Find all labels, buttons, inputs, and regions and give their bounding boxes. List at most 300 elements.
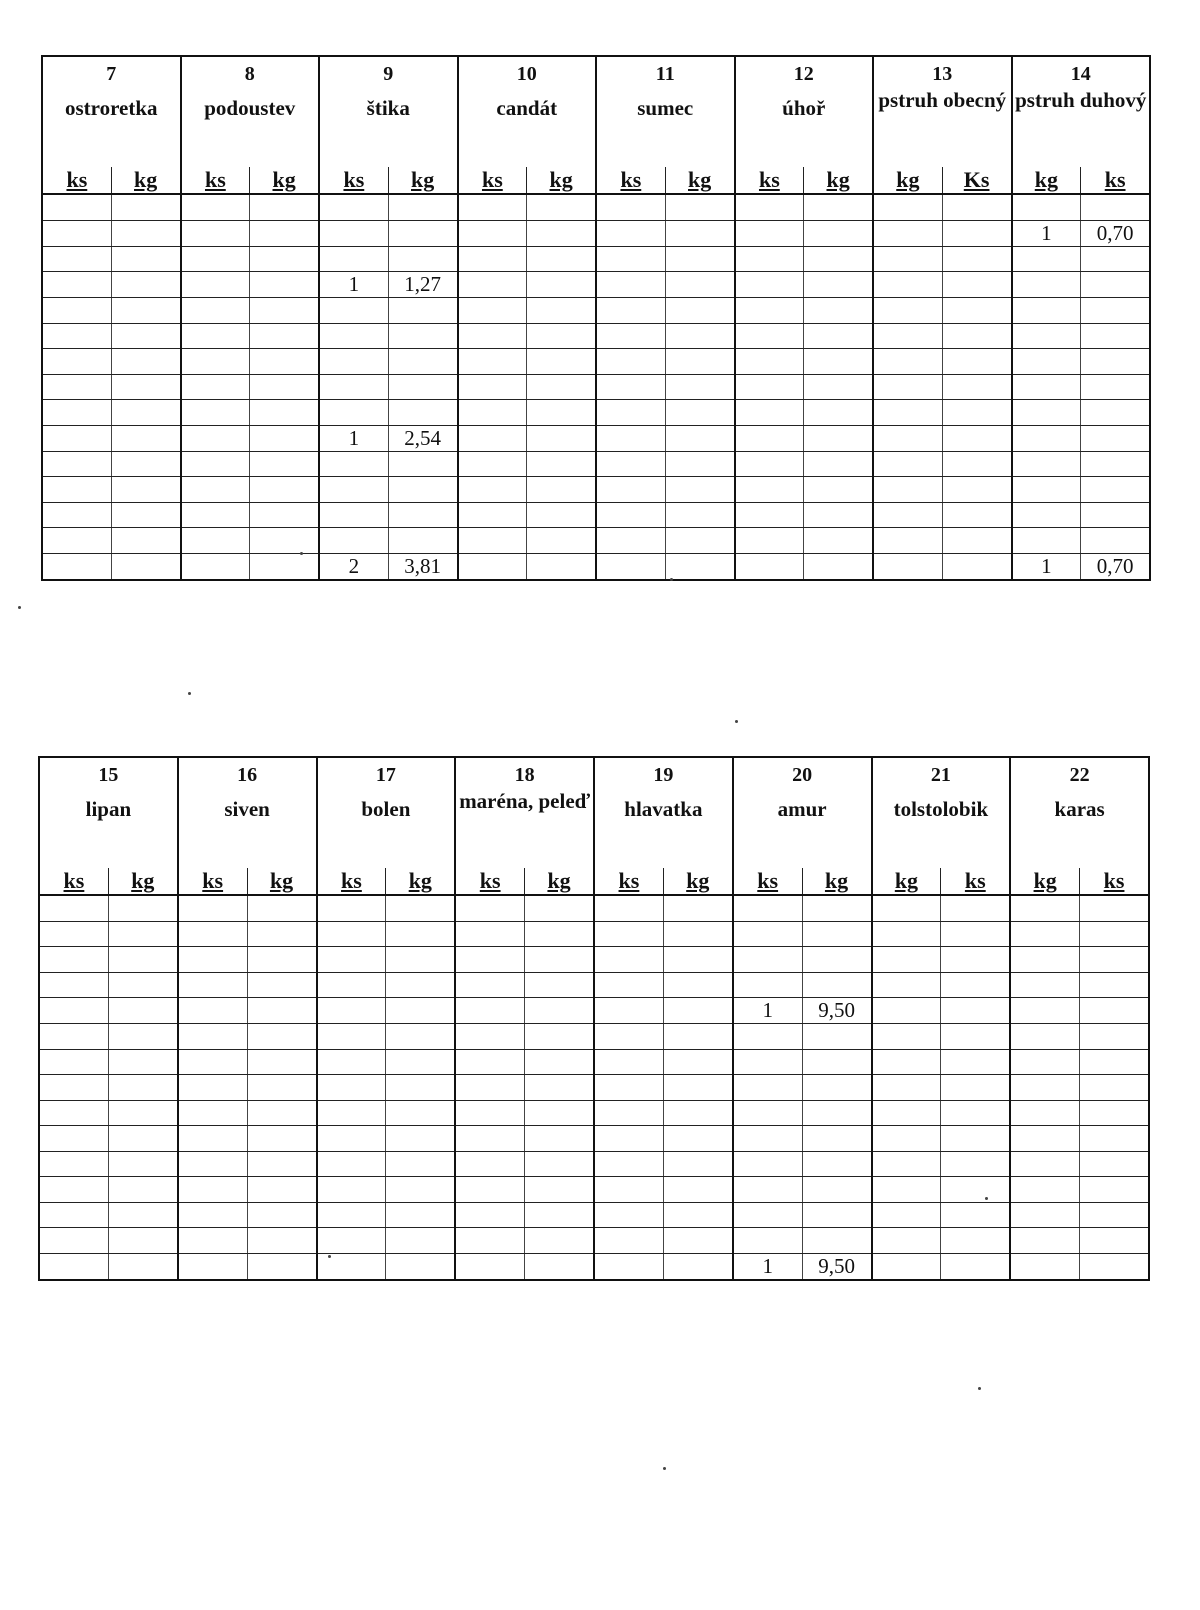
data-cell[interactable] <box>111 194 180 220</box>
data-cell[interactable] <box>1012 400 1081 426</box>
data-cell[interactable] <box>1010 1228 1079 1254</box>
data-cell[interactable]: 1 <box>319 425 388 451</box>
data-cell[interactable] <box>525 921 594 947</box>
data-cell[interactable] <box>455 1253 524 1280</box>
data-cell[interactable] <box>941 972 1010 998</box>
data-cell[interactable] <box>317 1151 386 1177</box>
data-cell[interactable] <box>247 998 316 1024</box>
data-cell[interactable] <box>42 451 111 477</box>
data-cell[interactable] <box>735 477 804 503</box>
data-cell[interactable] <box>596 246 665 272</box>
data-cell[interactable] <box>804 553 873 580</box>
data-cell[interactable] <box>941 895 1010 921</box>
data-cell[interactable] <box>108 1126 177 1152</box>
data-cell[interactable] <box>458 323 527 349</box>
data-cell[interactable] <box>872 895 941 921</box>
data-cell[interactable] <box>802 1228 871 1254</box>
data-cell[interactable] <box>1080 1049 1149 1075</box>
data-cell[interactable] <box>1010 1100 1079 1126</box>
data-cell[interactable] <box>247 947 316 973</box>
data-cell[interactable] <box>1010 921 1079 947</box>
data-cell[interactable] <box>247 1024 316 1050</box>
data-cell[interactable] <box>317 1075 386 1101</box>
data-cell[interactable] <box>942 451 1011 477</box>
data-cell[interactable] <box>386 972 455 998</box>
data-cell[interactable] <box>942 349 1011 375</box>
data-cell[interactable] <box>108 1253 177 1280</box>
data-cell[interactable] <box>178 1024 247 1050</box>
data-cell[interactable] <box>1010 1075 1079 1101</box>
data-cell[interactable] <box>525 1100 594 1126</box>
data-cell[interactable] <box>386 1202 455 1228</box>
data-cell[interactable] <box>1081 502 1150 528</box>
data-cell[interactable] <box>941 1049 1010 1075</box>
data-cell[interactable] <box>39 921 108 947</box>
data-cell[interactable] <box>250 451 319 477</box>
data-cell[interactable] <box>873 349 942 375</box>
data-cell[interactable] <box>525 998 594 1024</box>
data-cell[interactable] <box>872 1126 941 1152</box>
data-cell[interactable] <box>735 298 804 324</box>
data-cell[interactable] <box>872 1075 941 1101</box>
data-cell[interactable] <box>39 947 108 973</box>
data-cell[interactable] <box>108 1024 177 1050</box>
data-cell[interactable] <box>1081 374 1150 400</box>
data-cell[interactable] <box>42 349 111 375</box>
data-cell[interactable] <box>802 972 871 998</box>
data-cell[interactable] <box>388 400 457 426</box>
data-cell[interactable] <box>1012 374 1081 400</box>
data-cell[interactable] <box>319 298 388 324</box>
data-cell[interactable] <box>455 1049 524 1075</box>
data-cell[interactable] <box>319 220 388 246</box>
data-cell[interactable] <box>250 246 319 272</box>
data-cell[interactable] <box>873 477 942 503</box>
data-cell[interactable] <box>1010 1202 1079 1228</box>
data-cell[interactable] <box>386 1024 455 1050</box>
data-cell[interactable] <box>665 451 734 477</box>
data-cell[interactable] <box>735 246 804 272</box>
data-cell[interactable] <box>319 477 388 503</box>
data-cell[interactable] <box>873 220 942 246</box>
data-cell[interactable] <box>941 1228 1010 1254</box>
data-cell[interactable] <box>594 1228 663 1254</box>
data-cell[interactable] <box>594 1024 663 1050</box>
data-cell[interactable] <box>178 972 247 998</box>
data-cell[interactable] <box>663 972 732 998</box>
data-cell[interactable] <box>1081 272 1150 298</box>
data-cell[interactable] <box>458 349 527 375</box>
data-cell[interactable] <box>802 1151 871 1177</box>
data-cell[interactable] <box>181 194 250 220</box>
data-cell[interactable] <box>247 1202 316 1228</box>
data-cell[interactable] <box>663 998 732 1024</box>
data-cell[interactable] <box>247 1253 316 1280</box>
data-cell[interactable] <box>941 1024 1010 1050</box>
data-cell[interactable] <box>665 298 734 324</box>
data-cell[interactable] <box>527 451 596 477</box>
data-cell[interactable] <box>455 921 524 947</box>
data-cell[interactable] <box>181 349 250 375</box>
data-cell[interactable] <box>458 374 527 400</box>
data-cell[interactable] <box>1010 1151 1079 1177</box>
data-cell[interactable] <box>527 323 596 349</box>
data-cell[interactable] <box>941 1126 1010 1152</box>
data-cell[interactable] <box>247 1075 316 1101</box>
data-cell[interactable] <box>458 451 527 477</box>
data-cell[interactable] <box>1080 1202 1149 1228</box>
data-cell[interactable] <box>178 1151 247 1177</box>
data-cell[interactable] <box>872 1049 941 1075</box>
data-cell[interactable] <box>319 451 388 477</box>
data-cell[interactable] <box>1012 272 1081 298</box>
data-cell[interactable] <box>388 298 457 324</box>
data-cell[interactable] <box>455 1075 524 1101</box>
data-cell[interactable] <box>527 246 596 272</box>
data-cell[interactable] <box>941 1253 1010 1280</box>
data-cell[interactable] <box>111 298 180 324</box>
data-cell[interactable] <box>1080 1100 1149 1126</box>
data-cell[interactable] <box>872 1024 941 1050</box>
data-cell[interactable] <box>663 1126 732 1152</box>
data-cell[interactable] <box>665 502 734 528</box>
data-cell[interactable] <box>1081 451 1150 477</box>
data-cell[interactable] <box>1080 1253 1149 1280</box>
data-cell[interactable] <box>39 1177 108 1203</box>
data-cell[interactable] <box>250 272 319 298</box>
data-cell[interactable] <box>527 400 596 426</box>
data-cell[interactable] <box>1080 1024 1149 1050</box>
data-cell[interactable] <box>594 1253 663 1280</box>
data-cell[interactable] <box>1012 477 1081 503</box>
data-cell[interactable] <box>942 194 1011 220</box>
data-cell[interactable] <box>458 528 527 554</box>
data-cell[interactable] <box>804 528 873 554</box>
data-cell[interactable] <box>39 1126 108 1152</box>
data-cell[interactable] <box>527 477 596 503</box>
data-cell[interactable] <box>455 1100 524 1126</box>
data-cell[interactable] <box>525 947 594 973</box>
data-cell[interactable] <box>39 1075 108 1101</box>
data-cell[interactable] <box>596 323 665 349</box>
data-cell[interactable] <box>733 921 802 947</box>
data-cell[interactable]: 1 <box>1012 220 1081 246</box>
data-cell[interactable] <box>181 502 250 528</box>
data-cell[interactable] <box>1012 298 1081 324</box>
data-cell[interactable] <box>942 374 1011 400</box>
data-cell[interactable] <box>42 553 111 580</box>
data-cell[interactable] <box>525 1126 594 1152</box>
data-cell[interactable] <box>108 1075 177 1101</box>
data-cell[interactable] <box>872 1100 941 1126</box>
data-cell[interactable] <box>181 477 250 503</box>
data-cell[interactable] <box>455 1228 524 1254</box>
data-cell[interactable] <box>111 477 180 503</box>
data-cell[interactable] <box>42 528 111 554</box>
data-cell[interactable] <box>386 1228 455 1254</box>
data-cell[interactable] <box>665 425 734 451</box>
data-cell[interactable] <box>525 1253 594 1280</box>
data-cell[interactable] <box>39 1049 108 1075</box>
data-cell[interactable] <box>247 895 316 921</box>
data-cell[interactable] <box>941 1075 1010 1101</box>
data-cell[interactable] <box>802 1024 871 1050</box>
data-cell[interactable] <box>663 1049 732 1075</box>
data-cell[interactable] <box>804 400 873 426</box>
data-cell[interactable] <box>458 272 527 298</box>
data-cell[interactable] <box>1012 528 1081 554</box>
data-cell[interactable] <box>1080 921 1149 947</box>
data-cell[interactable] <box>455 1024 524 1050</box>
data-cell[interactable] <box>525 1177 594 1203</box>
data-cell[interactable] <box>802 921 871 947</box>
data-cell[interactable] <box>525 1049 594 1075</box>
data-cell[interactable] <box>108 895 177 921</box>
data-cell[interactable] <box>319 374 388 400</box>
data-cell[interactable] <box>181 374 250 400</box>
data-cell[interactable] <box>1081 400 1150 426</box>
data-cell[interactable] <box>733 1024 802 1050</box>
data-cell[interactable] <box>250 425 319 451</box>
data-cell[interactable] <box>802 1126 871 1152</box>
data-cell[interactable] <box>665 323 734 349</box>
data-cell[interactable] <box>663 1253 732 1280</box>
data-cell[interactable] <box>111 272 180 298</box>
data-cell[interactable] <box>455 1177 524 1203</box>
data-cell[interactable] <box>108 1177 177 1203</box>
data-cell[interactable] <box>525 1228 594 1254</box>
data-cell[interactable] <box>665 528 734 554</box>
data-cell[interactable] <box>594 895 663 921</box>
data-cell[interactable] <box>317 921 386 947</box>
data-cell[interactable] <box>181 528 250 554</box>
data-cell[interactable] <box>733 972 802 998</box>
data-cell[interactable] <box>458 477 527 503</box>
data-cell[interactable] <box>596 220 665 246</box>
data-cell[interactable] <box>1081 194 1150 220</box>
data-cell[interactable] <box>181 400 250 426</box>
data-cell[interactable] <box>181 246 250 272</box>
data-cell[interactable] <box>872 1253 941 1280</box>
data-cell[interactable] <box>178 1049 247 1075</box>
data-cell[interactable] <box>319 502 388 528</box>
data-cell[interactable] <box>39 1151 108 1177</box>
data-cell[interactable] <box>872 1177 941 1203</box>
data-cell[interactable] <box>942 553 1011 580</box>
data-cell[interactable]: 1 <box>319 272 388 298</box>
data-cell[interactable] <box>594 1202 663 1228</box>
data-cell[interactable] <box>594 1049 663 1075</box>
data-cell[interactable] <box>942 246 1011 272</box>
data-cell[interactable] <box>942 528 1011 554</box>
data-cell[interactable] <box>873 323 942 349</box>
data-cell[interactable] <box>804 477 873 503</box>
data-cell[interactable] <box>525 895 594 921</box>
data-cell[interactable] <box>872 921 941 947</box>
data-cell[interactable] <box>1012 323 1081 349</box>
data-cell[interactable]: 9,50 <box>802 1253 871 1280</box>
data-cell[interactable] <box>596 272 665 298</box>
data-cell[interactable] <box>250 400 319 426</box>
data-cell[interactable] <box>1010 998 1079 1024</box>
data-cell[interactable] <box>663 1151 732 1177</box>
data-cell[interactable]: 0,70 <box>1081 220 1150 246</box>
data-cell[interactable] <box>1080 1177 1149 1203</box>
data-cell[interactable] <box>111 220 180 246</box>
data-cell[interactable]: 1 <box>733 998 802 1024</box>
data-cell[interactable] <box>735 502 804 528</box>
data-cell[interactable] <box>319 349 388 375</box>
data-cell[interactable] <box>942 298 1011 324</box>
data-cell[interactable] <box>804 451 873 477</box>
data-cell[interactable] <box>1010 1126 1079 1152</box>
data-cell[interactable] <box>178 895 247 921</box>
data-cell[interactable] <box>872 972 941 998</box>
data-cell[interactable] <box>527 194 596 220</box>
data-cell[interactable] <box>663 1024 732 1050</box>
data-cell[interactable] <box>802 1100 871 1126</box>
data-cell[interactable] <box>386 1126 455 1152</box>
data-cell[interactable] <box>802 895 871 921</box>
data-cell[interactable] <box>458 400 527 426</box>
data-cell[interactable] <box>317 998 386 1024</box>
data-cell[interactable] <box>594 998 663 1024</box>
data-cell[interactable] <box>108 1202 177 1228</box>
data-cell[interactable]: 1 <box>1012 553 1081 580</box>
data-cell[interactable] <box>111 502 180 528</box>
data-cell[interactable] <box>458 502 527 528</box>
data-cell[interactable] <box>802 1049 871 1075</box>
data-cell[interactable] <box>735 323 804 349</box>
data-cell[interactable] <box>247 1049 316 1075</box>
data-cell[interactable] <box>804 323 873 349</box>
data-cell[interactable] <box>873 298 942 324</box>
data-cell[interactable] <box>39 895 108 921</box>
data-cell[interactable] <box>42 400 111 426</box>
data-cell[interactable] <box>527 298 596 324</box>
data-cell[interactable] <box>42 298 111 324</box>
data-cell[interactable] <box>733 947 802 973</box>
data-cell[interactable] <box>735 400 804 426</box>
data-cell[interactable] <box>181 220 250 246</box>
data-cell[interactable] <box>1080 895 1149 921</box>
data-cell[interactable] <box>247 972 316 998</box>
data-cell[interactable] <box>250 528 319 554</box>
data-cell[interactable] <box>386 895 455 921</box>
data-cell[interactable] <box>527 502 596 528</box>
data-cell[interactable] <box>111 553 180 580</box>
data-cell[interactable] <box>941 998 1010 1024</box>
data-cell[interactable] <box>247 1228 316 1254</box>
data-cell[interactable] <box>458 298 527 324</box>
data-cell[interactable] <box>250 220 319 246</box>
data-cell[interactable] <box>250 502 319 528</box>
data-cell[interactable] <box>181 425 250 451</box>
data-cell[interactable] <box>941 1177 1010 1203</box>
data-cell[interactable] <box>802 947 871 973</box>
data-cell[interactable] <box>1080 998 1149 1024</box>
data-cell[interactable] <box>1012 194 1081 220</box>
data-cell[interactable] <box>386 1151 455 1177</box>
data-cell[interactable] <box>596 528 665 554</box>
data-cell[interactable] <box>42 323 111 349</box>
data-cell[interactable] <box>455 895 524 921</box>
data-cell[interactable] <box>1080 1126 1149 1152</box>
data-cell[interactable] <box>319 323 388 349</box>
data-cell[interactable] <box>804 220 873 246</box>
data-cell[interactable]: 2,54 <box>388 425 457 451</box>
data-cell[interactable] <box>388 349 457 375</box>
data-cell[interactable] <box>594 921 663 947</box>
data-cell[interactable] <box>873 246 942 272</box>
data-cell[interactable] <box>596 298 665 324</box>
data-cell[interactable] <box>455 1126 524 1152</box>
data-cell[interactable] <box>594 1177 663 1203</box>
data-cell[interactable] <box>804 298 873 324</box>
data-cell[interactable] <box>108 1100 177 1126</box>
data-cell[interactable] <box>111 451 180 477</box>
data-cell[interactable] <box>941 1202 1010 1228</box>
data-cell[interactable] <box>594 1075 663 1101</box>
data-cell[interactable] <box>804 194 873 220</box>
data-cell[interactable] <box>733 1100 802 1126</box>
data-cell[interactable] <box>525 1024 594 1050</box>
data-cell[interactable] <box>873 553 942 580</box>
data-cell[interactable] <box>108 1049 177 1075</box>
data-cell[interactable] <box>665 272 734 298</box>
data-cell[interactable] <box>1081 246 1150 272</box>
data-cell[interactable] <box>39 972 108 998</box>
data-cell[interactable] <box>108 947 177 973</box>
data-cell[interactable] <box>178 1228 247 1254</box>
data-cell[interactable] <box>527 374 596 400</box>
data-cell[interactable] <box>42 220 111 246</box>
data-cell[interactable] <box>594 1126 663 1152</box>
data-cell[interactable] <box>665 194 734 220</box>
data-cell[interactable] <box>596 451 665 477</box>
data-cell[interactable] <box>458 246 527 272</box>
data-cell[interactable] <box>804 425 873 451</box>
data-cell[interactable] <box>1012 349 1081 375</box>
data-cell[interactable] <box>319 528 388 554</box>
data-cell[interactable] <box>872 947 941 973</box>
data-cell[interactable] <box>594 1151 663 1177</box>
data-cell[interactable] <box>1010 972 1079 998</box>
data-cell[interactable] <box>178 1075 247 1101</box>
data-cell[interactable] <box>804 246 873 272</box>
data-cell[interactable] <box>42 425 111 451</box>
data-cell[interactable] <box>941 1151 1010 1177</box>
data-cell[interactable] <box>802 1202 871 1228</box>
data-cell[interactable] <box>319 400 388 426</box>
data-cell[interactable] <box>527 528 596 554</box>
data-cell[interactable] <box>108 921 177 947</box>
data-cell[interactable] <box>388 502 457 528</box>
data-cell[interactable] <box>594 947 663 973</box>
data-cell[interactable] <box>873 400 942 426</box>
data-cell[interactable] <box>665 553 734 580</box>
data-cell[interactable] <box>1081 349 1150 375</box>
data-cell[interactable] <box>178 1253 247 1280</box>
data-cell[interactable] <box>665 477 734 503</box>
data-cell[interactable] <box>663 1177 732 1203</box>
data-cell[interactable] <box>250 374 319 400</box>
data-cell[interactable] <box>111 528 180 554</box>
data-cell[interactable] <box>181 323 250 349</box>
data-cell[interactable] <box>39 1202 108 1228</box>
data-cell[interactable] <box>386 1100 455 1126</box>
data-cell[interactable] <box>665 400 734 426</box>
